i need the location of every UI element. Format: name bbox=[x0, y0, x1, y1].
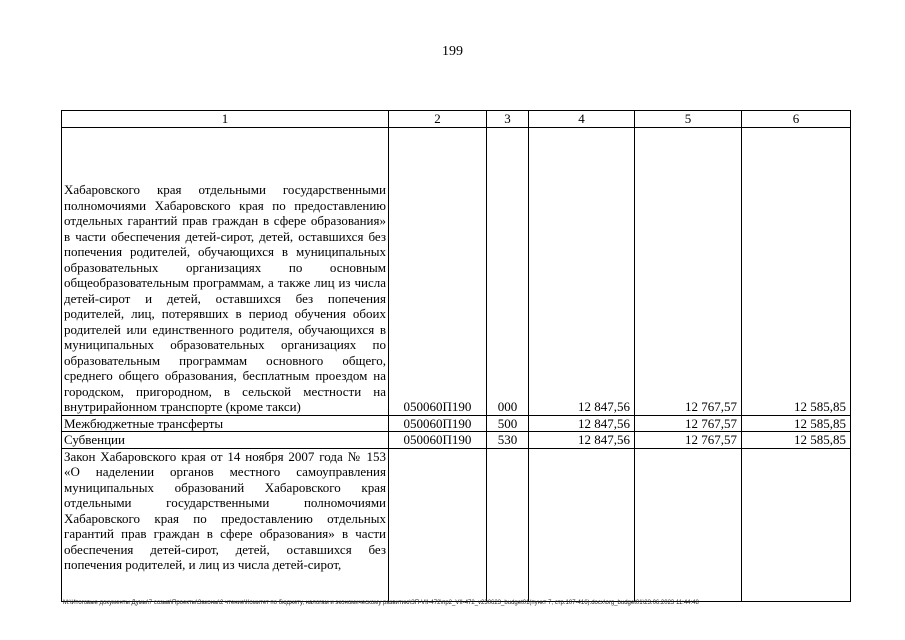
row-value-col4 bbox=[529, 448, 635, 601]
row-value-col6: 12 585,85 bbox=[742, 432, 851, 449]
column-header: 6 bbox=[742, 111, 851, 128]
row-type: 500 bbox=[487, 415, 529, 432]
column-header: 5 bbox=[635, 111, 742, 128]
row-code bbox=[389, 448, 487, 601]
row-name: Субвенции bbox=[62, 432, 389, 449]
row-value-col5: 12 767,57 bbox=[635, 127, 742, 415]
column-header: 3 bbox=[487, 111, 529, 128]
row-value-col5: 12 767,57 bbox=[635, 432, 742, 449]
row-type: 530 bbox=[487, 432, 529, 449]
table-row bbox=[62, 127, 851, 415]
column-header: 1 bbox=[62, 111, 389, 128]
row-type: 000 bbox=[487, 127, 529, 415]
row-name: Закон Хабаровского края от 14 ноября 2007 года № 153 «О наделении органов местного самоуправления муниципальных образований Хабаровского края отдельными государственными полномочиями Хабаровского края по предоставлению отдельных гарантий прав граждан в сфере образования» в части обеспечения детей-сирот, детей, оставшихся без попечения родителей, и лиц из числа детей-сирот, bbox=[62, 448, 389, 601]
row-code: 050060П190 bbox=[389, 415, 487, 432]
column-header: 2 bbox=[389, 111, 487, 128]
row-code: 050060П190 bbox=[389, 127, 487, 415]
row-value-col5: 12 767,57 bbox=[635, 415, 742, 432]
table-row bbox=[62, 415, 851, 432]
row-type bbox=[487, 448, 529, 601]
page-number: 199 bbox=[442, 44, 463, 59]
row-value-col6: 12 585,85 bbox=[742, 127, 851, 415]
table-row bbox=[62, 448, 851, 601]
table-row bbox=[62, 432, 851, 449]
column-header: 4 bbox=[529, 111, 635, 128]
row-value-col4: 12 847,56 bbox=[529, 415, 635, 432]
row-name: Межбюджетные трансферты bbox=[62, 415, 389, 432]
row-value-col6 bbox=[742, 448, 851, 601]
budget-table bbox=[61, 110, 851, 602]
row-name: Хабаровского края отдельными государственными полномочиями Хабаровского края по предоставлению отдельных гарантий прав граждан в сфере образования» в части обеспечения детей-сирот, детей, оставшихся без попечения родителей, обучающихся в муниципальных образовательных организациях по основным общеобразовательным программам, а также лиц из числа детей-сирот и детей, оставшихся без попечения родителей, лиц, потерявших в период обучения обоих родителей или единственного родителя, обучающихся в муниципальных образовательных организациях по образовательным программам основного общего, среднего общего образования, бесплатным проездом на городском, пригородном, в сельской местности на внутрирайонном транспорте (кроме такси) bbox=[62, 127, 389, 415]
footer-file-path: M:\Итоговые документы Думы\7 созыв\Проекты\Законы\2 чтение\Комитет по бюджету, налогам и экономическому развитию\ЗП-VII-472\пр2_VII-472_v230623_budget01(пункт 7, стр.107-416).docx\org_budget01\23.06.2023 11:44:48 bbox=[63, 600, 699, 606]
row-value-col5 bbox=[635, 448, 742, 601]
row-value-col6: 12 585,85 bbox=[742, 415, 851, 432]
row-value-col4: 12 847,56 bbox=[529, 127, 635, 415]
table-header-row bbox=[62, 111, 851, 128]
row-value-col4: 12 847,56 bbox=[529, 432, 635, 449]
row-code: 050060П190 bbox=[389, 432, 487, 449]
